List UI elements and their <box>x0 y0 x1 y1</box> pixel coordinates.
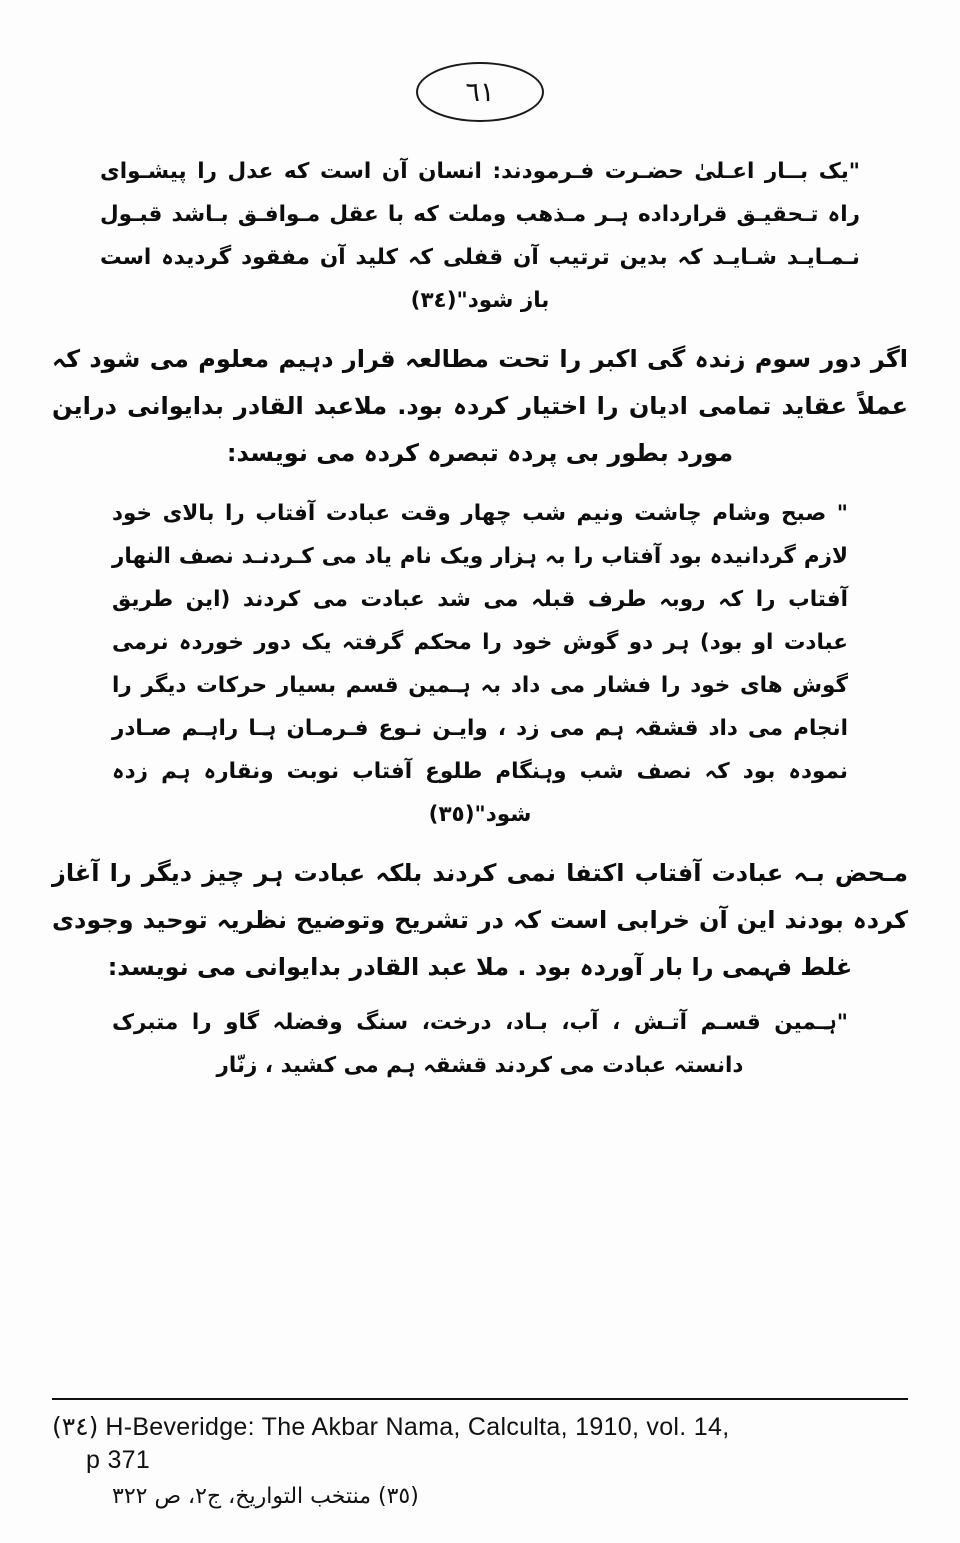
footnote-area <box>52 1398 908 1510</box>
page-number: ٦١ <box>416 62 544 122</box>
footnote-34-line2: p 371 <box>86 1446 151 1475</box>
paragraph-spacer <box>52 326 908 334</box>
footnote-35: (٣٥) منتخب التواریخ، ج٢، ص ٣٢٢ <box>112 1484 419 1509</box>
paragraph-spacer <box>52 840 908 848</box>
narrative-paragraph-1: اگر دور سوم زندہ گی اکبر را تحت مطالعہ قرار دہیم معلوم می شود کہ عملاً عقاید تمامی ادیان را اختیار کردہ بود. ملاعبد القادر بدایوانی دراین مورد بطور بی پردہ تبصرہ کردہ می نویسد: <box>52 345 908 467</box>
footnote-divider <box>52 1398 908 1400</box>
footnote-34-marker: (٣٤) <box>52 1411 99 1441</box>
quotation-block-3: "ہـمین قسـم آتـش ، آب، بـاد، درخت، سنگ وفضلہ گاو را متبرک دانستہ عبادت می کردند قشقہ ہم می کشید ، زنّار <box>112 1009 848 1078</box>
paragraph-spacer <box>52 478 908 492</box>
quotation-block-1: "یک بــار اعـلیٰ حضـرت فـرمودند: انسان آن است که عدل را پیشـوای راہ تـحقیـق قرارداده ہـر مـذهب وملت که با عقل مـوافـق بـاشد قبـول نـمـایـد شـایـد کہ بدین ترتیب آن قفلی کہ کلید آن مفقود گردیدہ است باز شود"(٣٤) <box>100 159 860 313</box>
quotation-block-2: " صبح وشام چاشت ونیم شب چهار وقت عبادت آفتاب را بالای خود لازم گردانیدہ بود آفتاب را بہ ہزار ویک نام یاد می کـردنـد نصف النهار آفتاب را کہ روبہ طرف قبلہ می شد عبادت می کردند (این طریق عبادت او بود) ہر دو گوش خود را محکم گرفتہ یک دور خوردہ نرمی گوش های خود را فشار می داد بہ ہـمین قسم بسیار حرکات دیگر را انجام می داد قشقہ ہم می زد ، وایـن نـوع فـرمـان ہـا راہـم صـادر نمودہ بود کہ نصف شب وہنگام طلوع آفتاب نوبت ونقارہ ہم زدہ شود"(٣٥) <box>112 501 848 828</box>
paragraph-spacer <box>52 993 908 1001</box>
narrative-paragraph-2: مـحض بـہ عبادت آفتاب اکتفا نمی کردند بلکہ عبادت ہر چیز دیگر را آغاز کردہ بودند این آن خرابی است کہ در تشریح وتوضیح نظریہ توحید وجودی غلط فہمی را بار آوردہ بود . ملا عبد القادر بدایوانی می نویسد: <box>52 859 908 981</box>
footnote-34-line1: H-Beveridge: The Akbar Nama, Calculta, 1910, vol. 14, <box>105 1412 730 1441</box>
page-number-container <box>0 62 960 122</box>
footnote-34 <box>52 1410 908 1479</box>
page-content <box>52 150 908 1373</box>
